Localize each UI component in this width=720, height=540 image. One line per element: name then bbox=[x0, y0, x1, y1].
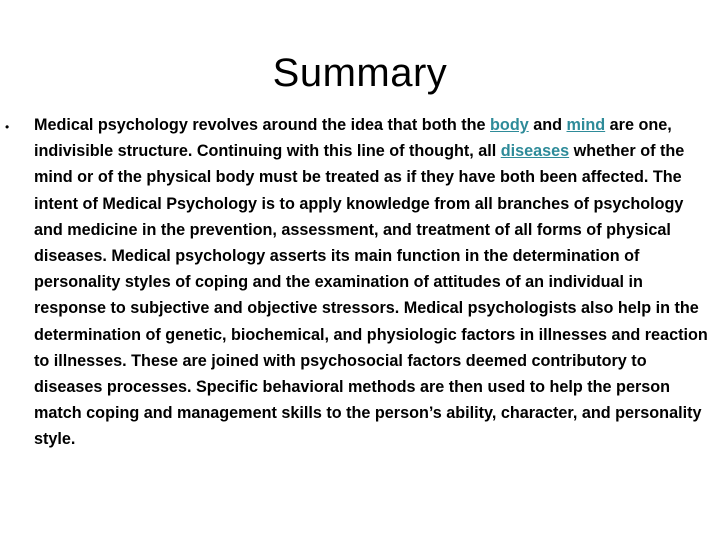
diseases-link[interactable]: diseases bbox=[500, 142, 570, 161]
paragraph-text-1: Medical psychology revolves around the idea that both the bbox=[34, 116, 491, 134]
bullet-point: • bbox=[5, 120, 10, 134]
slide-title: Summary bbox=[272, 51, 448, 95]
paragraph-text-3: are one, indivisible structure. Continuing with this line of thought, all bbox=[34, 116, 672, 161]
paragraph-text-2: and bbox=[528, 116, 567, 134]
paragraph-text-4: whether of the mind or of the physical body must be treated as if they have both been affected. The intent of Medical Psychology is to apply knowledge from all branches of psychology and medicine in the prevention, assessment, and treatment of all forms of physical diseases. Medical psychology asserts its main function in the determination of personality styles of coping and the examination of attitudes of an individual in response to subjective and objective stressors. Medical psychologists also help in the determination of genetic, biochemical, and physiologic factors in illnesses and reaction to illnesses. These are joined with psychosocial factors deemed contributory to diseases processes. Specific behavioral methods are then used to help the person match coping and management skills to the person’s ability, character, and personality style. bbox=[34, 142, 708, 449]
mind-link[interactable]: mind bbox=[566, 116, 606, 134]
summary-paragraph bbox=[34, 112, 716, 453]
body-link[interactable]: body bbox=[490, 116, 529, 134]
